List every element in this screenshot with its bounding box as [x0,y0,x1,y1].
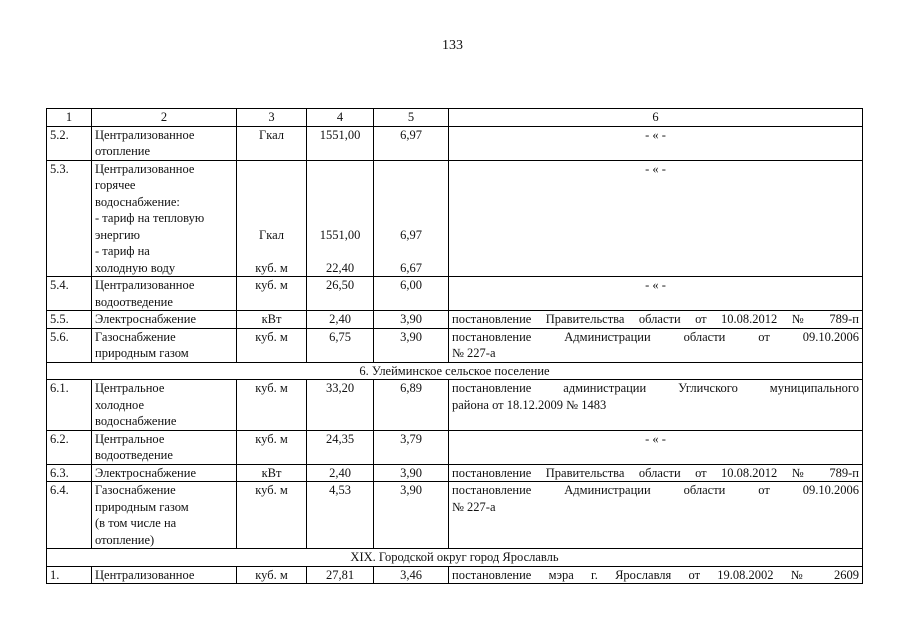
value-col5: 6,97 6,67 [374,160,449,277]
table-header-row [47,109,863,127]
value-col5: 3,90 [374,482,449,549]
row-number: 5.4. [47,277,92,311]
service-name: Электроснабжение [92,311,237,329]
document-reference: постановление администрации Угличского муниципального района от 18.12.2009 № 1483 [449,380,863,431]
value-col5: 6,89 [374,380,449,431]
value-col5: 3,79 [374,430,449,464]
value-col4: 33,20 [307,380,374,431]
value-col4: 1551,00 22,40 [307,160,374,277]
table-row [47,430,863,464]
tariff-table [46,108,863,584]
value-col4: 2,40 [307,464,374,482]
table-row [47,482,863,549]
service-name: Централизованное горячее водоснабжение: - тариф на тепловую энергию - тариф на холодную воду [92,160,237,277]
table-row [47,566,863,584]
row-number: 5.6. [47,328,92,362]
header-cell: 5 [374,109,449,127]
service-name: Центральное водоотведение [92,430,237,464]
table-row [47,160,863,277]
service-name: Электроснабжение [92,464,237,482]
document-ditto: - « - [449,430,863,464]
table-row [47,380,863,431]
unit-cell: куб. м [237,328,307,362]
value-col4: 26,50 [307,277,374,311]
document-reference: постановление Администрации области от 09.10.2006 № 227-а [449,482,863,549]
row-number: 6.2. [47,430,92,464]
value-col4: 27,81 [307,566,374,584]
unit-cell: Гкал куб. м [237,160,307,277]
service-name: Централизованное [92,566,237,584]
unit-cell: кВт [237,311,307,329]
document-reference: постановление Правительства области от 10.08.2012 № 789-п [449,311,863,329]
value-col5: 3,90 [374,311,449,329]
table-row [47,311,863,329]
header-cell: 4 [307,109,374,127]
unit-cell: кВт [237,464,307,482]
row-number: 5.5. [47,311,92,329]
row-number: 6.4. [47,482,92,549]
service-name: Центральное холодное водоснабжение [92,380,237,431]
service-name: Газоснабжение природным газом (в том числе на отопление) [92,482,237,549]
row-number: 5.2. [47,126,92,160]
header-cell: 2 [92,109,237,127]
header-cell: 6 [449,109,863,127]
unit-cell: куб. м [237,380,307,431]
value-col5: 3,46 [374,566,449,584]
value-col5: 6,00 [374,277,449,311]
section-title: XIX. Городской округ город Ярославль [47,549,863,567]
table-row [47,126,863,160]
service-name: Централизованное отопление [92,126,237,160]
value-col4: 2,40 [307,311,374,329]
document-reference: постановление мэра г. Ярославля от 19.08.2002 № 2609 [449,566,863,584]
value-col4: 1551,00 [307,126,374,160]
section-title: 6. Улейминское сельское поселение [47,362,863,380]
section-row [47,362,863,380]
header-cell: 1 [47,109,92,127]
row-number: 1. [47,566,92,584]
document-reference: постановление Администрации области от 09.10.2006 № 227-а [449,328,863,362]
unit-cell: куб. м [237,277,307,311]
document-ditto: - « - [449,126,863,160]
unit-cell: куб. м [237,430,307,464]
row-number: 5.3. [47,160,92,277]
section-row [47,549,863,567]
value-col4: 6,75 [307,328,374,362]
row-number: 6.1. [47,380,92,431]
unit-cell: куб. м [237,482,307,549]
value-col4: 24,35 [307,430,374,464]
table-row [47,328,863,362]
page-number: 133 [442,38,463,53]
header-cell: 3 [237,109,307,127]
service-name: Газоснабжение природным газом [92,328,237,362]
value-col5: 3,90 [374,328,449,362]
unit-cell: куб. м [237,566,307,584]
service-name: Централизованное водоотведение [92,277,237,311]
row-number: 6.3. [47,464,92,482]
value-col5: 6,97 [374,126,449,160]
document-ditto: - « - [449,277,863,311]
document-ditto: - « - [449,160,863,277]
unit-cell: Гкал [237,126,307,160]
table-row [47,464,863,482]
table-row [47,277,863,311]
document-reference: постановление Правительства области от 10.08.2012 № 789-п [449,464,863,482]
value-col4: 4,53 [307,482,374,549]
value-col5: 3,90 [374,464,449,482]
